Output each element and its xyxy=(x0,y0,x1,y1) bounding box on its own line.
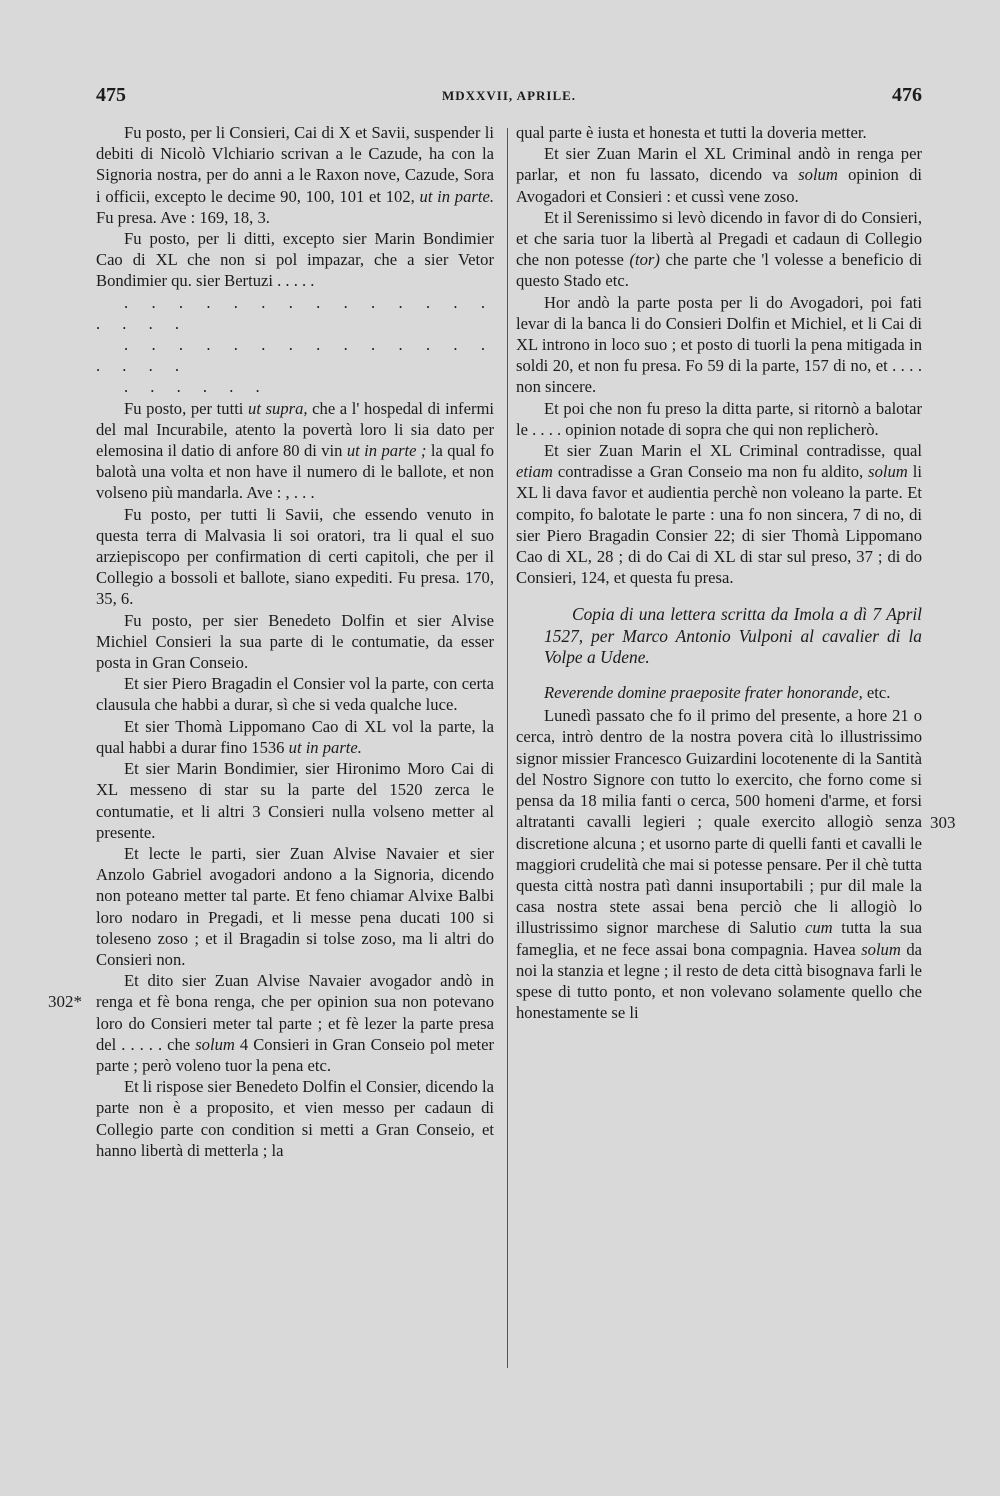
paragraph: Et li rispose sier Benedeto Dolfin el Consier, dicendo la parte non è a proposito, et vien messo per cadaun di Collegio parte con condition si metti a Gran Conseio, et hanno libertà di metterla ; la xyxy=(96,1077,494,1160)
margin-number-left: 302* xyxy=(48,992,82,1011)
page-header xyxy=(96,84,922,114)
omission-dots: . . . . . . . . . . . . . . . . . . xyxy=(96,292,494,333)
paragraph: qual parte è iusta et honesta et tutti la doveria metter. xyxy=(516,123,867,142)
paragraph: Et sier Marin Bondimier, sier Hironimo Moro Cai di XL messeno di star su la parte del 1520 zerca le contumatie, et li altri 3 Consieri nulla volseno metter al presente. xyxy=(96,759,494,842)
paragraph: Et sier Piero Bragadin el Consier vol la parte, con certa clausula che habbi a durar, sì che si veda qualche luce. xyxy=(96,674,494,715)
omission-dots: . . . . . . . . . . . . . . . . . . xyxy=(96,335,494,376)
paragraph: Et sier Thomà Lippomano Cao di XL vol la parte, la qual habbi a durar fino 1536 ut in parte. xyxy=(96,716,494,757)
paragraph: Fu posto, per tutti ut supra, che a l' hospedal di infermi del mal Incurabile, atento la povertà loro li sia dato per elemosina il datio di anfore 80 di vin ut in parte ; la qual fo balotà una volta et non have il numero di le ballote, et non volseno più mandarla. Ave : , . . . xyxy=(96,398,494,503)
paragraph: Et lecte le parti, sier Zuan Alvise Navaier et sier Anzolo Gabriel avogadori andono a la Signoria, dicendo non poteano metter tal parte. Et feno chiamar Alvixe Balbi loro nodaro in Pregadi, et li messe pena ducati 100 si toleseno zoso ; et il Bragadin si tolse zoso, ma li altri do Consieri non. xyxy=(96,843,494,969)
column-divider xyxy=(507,128,508,1368)
paragraph: Et poi che non fu preso la ditta parte, si ritornò a balotar le . . . . opinion notade di sopra che qui non replicherò. xyxy=(516,398,922,439)
paragraph: Lunedì passato che fo il primo del presente, a hore 21 o cerca, intrò dentro de la nostra povera cità lo illustrissimo signor missier Francesco Guizardini locotenente di la Santità del Nostro Signore con tutto lo exercito, che forno come si pensa da 18 milia fanti o cerca, 500 homeni d'arme, et forsi altratanti cavalli legieri ; quale exercito allogiò senza discretione alcuna ; et usorno parte di quelli fanti et cavalli le maggiori crudelità che mai si potesse pensare. Per il chè tutta questa città nostra patì danni insuportabili ; pur dil male la casa nostra stete assai bena perciò che li allogiò lo illustrissimo signor marchese di Salutio cum tutta la sua fameglia, et ne fece assai bona compagnia. Havea solum da noi la stanzia et legne ; il resto de deta città bisognava farli le spese di tutto ponto, et non volevano solamente quello che honestamente se li xyxy=(516,706,923,1023)
paragraph: Et sier Zuan Marin el XL Criminal andò in renga per parlar, et non fu lassato, dicendo va solum opinion di Avogadori et Consieri : et cussì vene zoso. xyxy=(516,144,922,206)
page-number-left: 475 xyxy=(96,84,126,106)
paragraph: Hor andò la parte posta per li do Avogadori, poi fati levar di la banca li do Consieri Dolfin et Michiel, et li Cai di XL introno in loco suo ; et posto di tuorli la pena mitigada in soldi 20, et non fu presa. Fo 59 di la parte, 157 di no, et . . . . non sincere. xyxy=(516,292,922,397)
letter-salutation: Reverende domine praeposite frater honorande, etc. xyxy=(544,683,891,703)
paragraph: Fu posto, per sier Benedeto Dolfin et sier Alvise Michiel Consieri la sua parte di le contumatie, da esser posta in Gran Conseio. xyxy=(96,610,494,673)
page-number-right: 476 xyxy=(892,84,922,106)
omission-dots: . . . . . . xyxy=(124,377,269,397)
paragraph: Fu posto, per tutti li Savii, che essendo venuto in questa terra di Malvasia li soi oratori, tra li qual el suo arziepiscopo per confirmation di certi capitoli, che per il Collegio a bossoli et ballote, siano expediti. Fu presa. 170, 35, 6. xyxy=(96,504,494,609)
running-title: MDXXVII, APRILE. xyxy=(441,88,577,103)
paragraph: Fu posto, per li Consieri, Cai di X et Savii, suspender li debiti di Nicolò Vlchiario scrivan a le Cazude, ha con la Signoria nostra, per do anni a le Raxon nove, Cazude, Sora i officii, excepto le decime 90, 100, 101 et 102, ut in parte. Fu presa. Ave : 169, 18, 3. xyxy=(96,123,494,227)
margin-number-right: 303 xyxy=(930,813,956,832)
paragraph: Fu posto, per li ditti, excepto sier Marin Bondimier Cao di XL che non si pol impazar, che a sier Vetor Bondimier qu. sier Bertuzi . . . . . xyxy=(96,229,494,291)
paragraph: Et il Serenissimo si levò dicendo in favor di do Consieri, et che saria tuor la libertà al Pregadi et cadaun di Collegio che non potesse (tor) che parte che 'l volesse a beneficio di questo Stado etc. xyxy=(516,207,922,291)
right-column xyxy=(516,122,922,1023)
left-column xyxy=(96,122,494,1161)
paragraph: Et sier Zuan Marin el XL Criminal contradisse, qual etiam contradisse a Gran Conseio ma non fu aldito, solum li XL li dava favor et audientia perchè non voleano la parte. Et compito, fo balotate le parte : una fo non sincera, 7 di no, di sier Piero Bragadin Consier 22; di sier Thomà Lippomano Cao di XL, 28 ; di do Cai di XL di star sul preso, 37 ; di do Consieri, 124, et questa fu presa. xyxy=(516,441,923,588)
letter-title: Copia di una lettera scritta da Imola a dì 7 April 1527, per Marco Antonio Vulponi al cavalier di la Volpe a Udene. xyxy=(544,604,922,667)
paragraph: Et dito sier Zuan Alvise Navaier avogador andò in renga et fè bona renga, che per opinion sua non potevano loro do Consieri meter tal parte ; et fè lezer la parte presa del . . . . . che solum 4 Consieri in Gran Conseio pol meter parte ; però voleno tuor la pena etc. xyxy=(96,971,494,1075)
